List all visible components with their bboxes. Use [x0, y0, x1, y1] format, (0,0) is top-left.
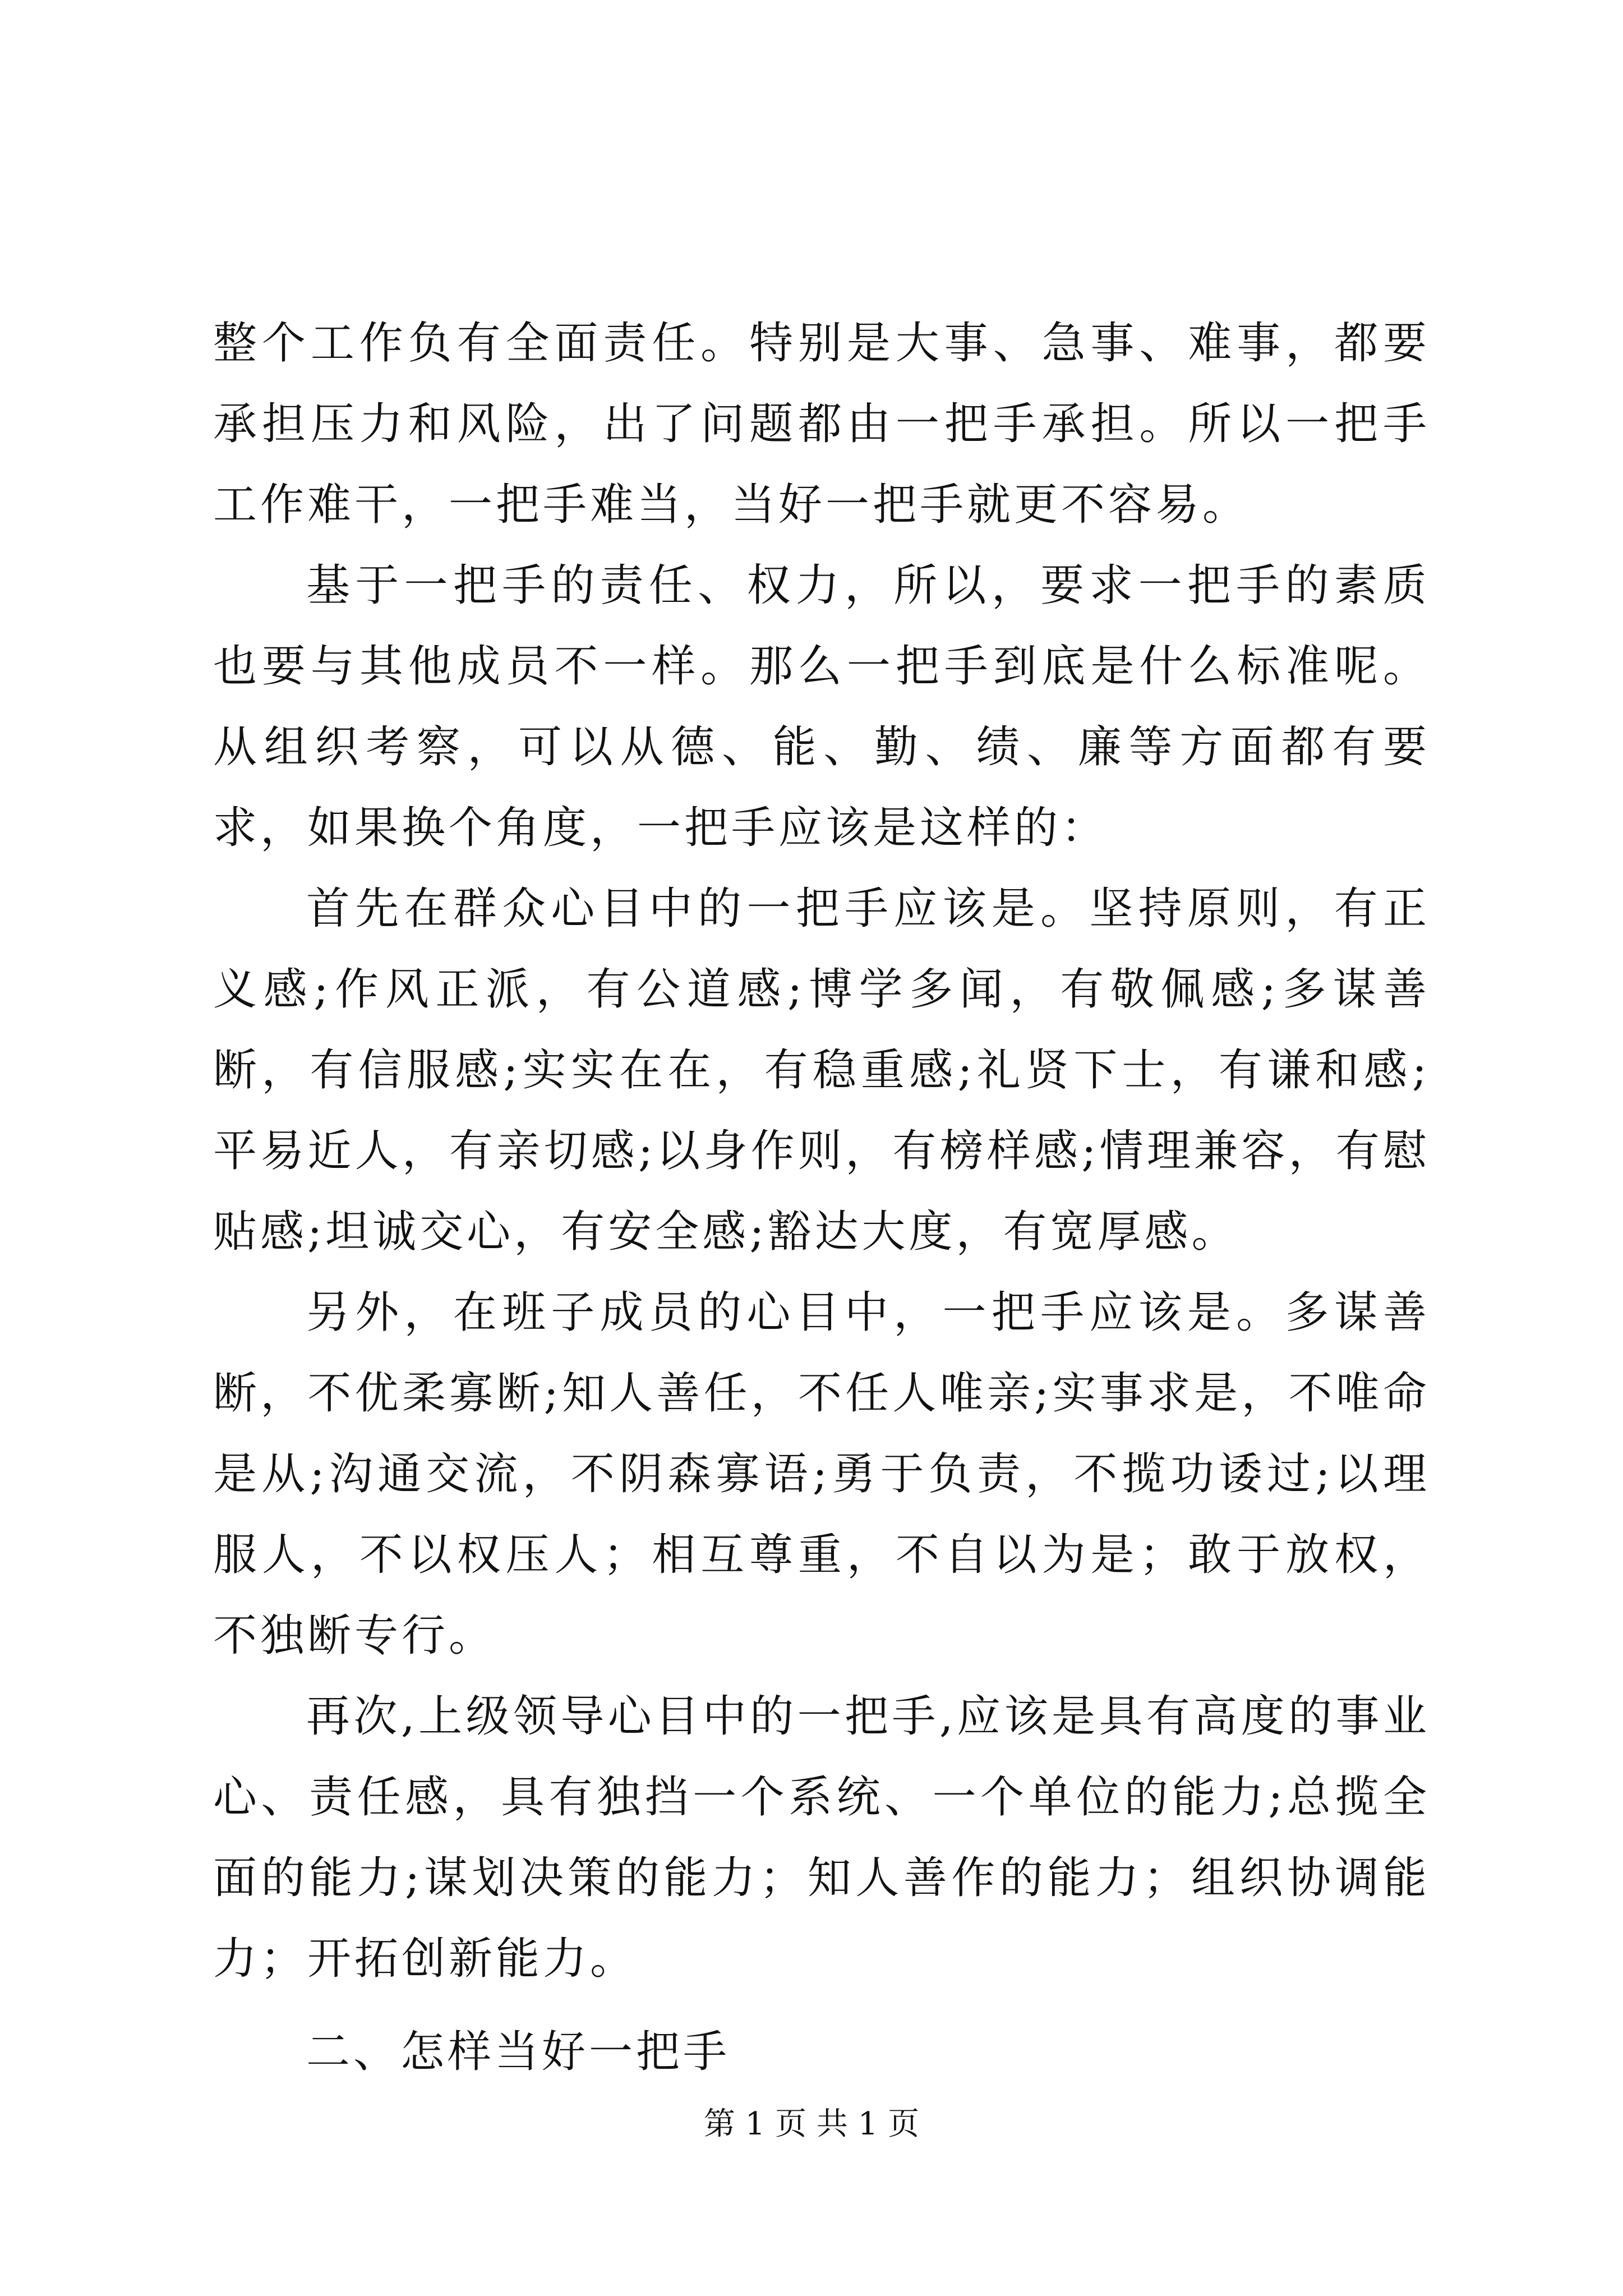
paragraph-continuation: 整个工作负有全面责任。特别是大事、急事、难事，都要承担压力和风险，出了问题都由一把手承担。所以一把手工作难干，一把手难当，当好一把手就更不容易。 — [213, 318, 1430, 530]
paragraph-requirements: 基于一把手的责任、权力，所以，要求一把手的素质也要与其他成员不一样。那么一把手到底是什么标准呢。从组织考察，可以从德、能、勤、绩、廉等方面都有要求，如果换个角度，一把手应该是这样的： — [213, 560, 1430, 853]
paragraph-masses-view: 首先在群众心目中的一把手应该是。坚持原则，有正义感;作风正派，有公道感;博学多闻，有敬佩感;多谋善断，有信服感;实实在在，有稳重感;礼贤下士，有谦和感;平易近人，有亲切感;以身作则，有榜样感;情理兼容，有慰贴感;坦诚交心，有安全感;豁达大度，有宽厚感。 — [213, 884, 1430, 1257]
paragraph-superior-view: 再次,上级领导心目中的一把手,应该是具有高度的事业心、责任感，具有独挡一个系统、一个单位的能力;总揽全面的能力;谋划决策的能力；知人善作的能力；组织协调能力；开拓创新能力。 — [213, 1691, 1430, 1984]
paragraph-team-view: 另外，在班子成员的心目中，一把手应该是。多谋善断，不优柔寡断;知人善任，不任人唯亲;实事求是，不唯命是从;沟通交流，不阴森寡语;勇于负责，不揽功诿过;以理服人，不以权压人；相互尊重，不自以为是；敢于放权，不独断专行。 — [213, 1287, 1430, 1661]
page-footer: 第 1 页 共 1 页 — [703, 2106, 920, 2142]
section-heading: 二、怎样当好一把手 — [306, 2027, 731, 2077]
document-body — [213, 303, 1430, 2092]
